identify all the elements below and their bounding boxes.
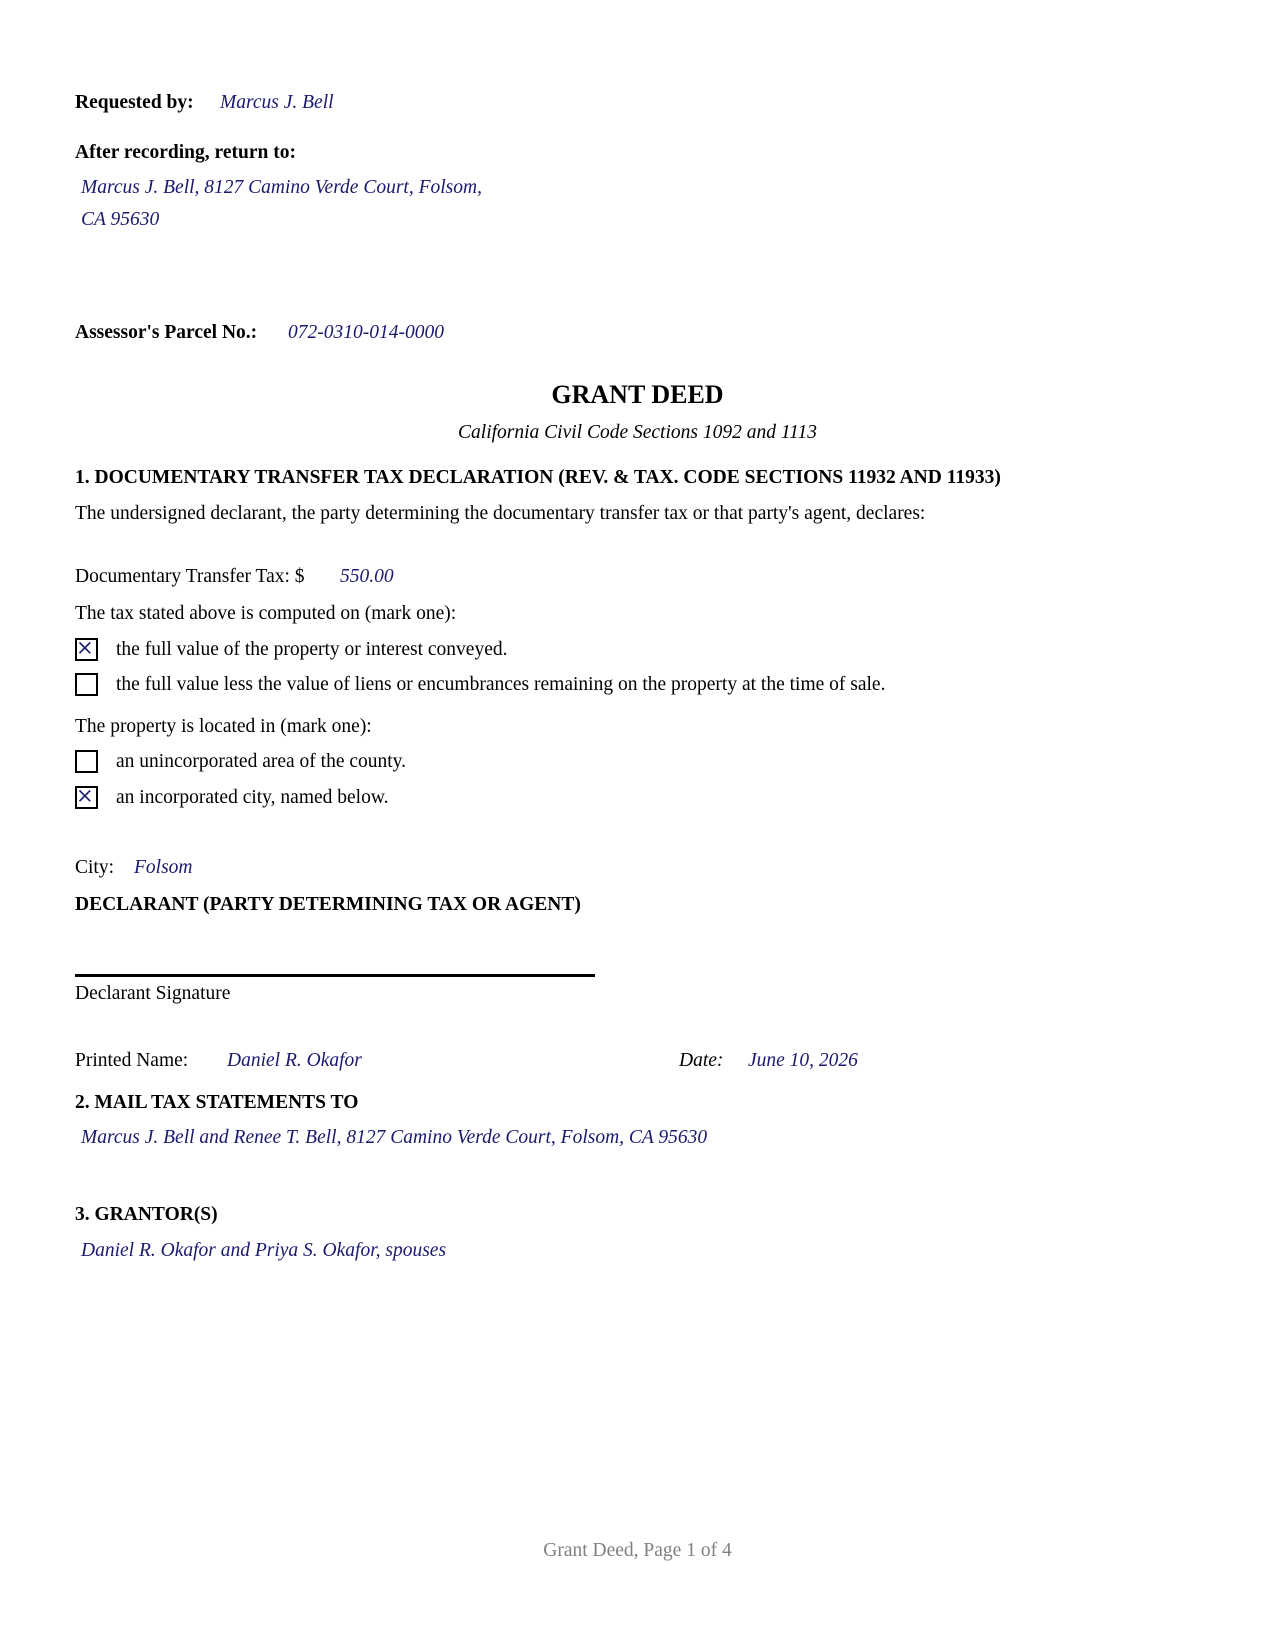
requested-by-value: Marcus J. Bell (220, 92, 334, 113)
signature-label: Declarant Signature (75, 983, 231, 1004)
location-incorporated-checkbox[interactable] (75, 786, 98, 809)
page-footer: Grant Deed, Page 1 of 4 (543, 1540, 732, 1561)
printed-name-value: Daniel R. Okafor (227, 1050, 362, 1071)
signature-line (75, 974, 595, 977)
document-title: GRANT DEED (551, 380, 724, 409)
return-to-address-line1: Marcus J. Bell, 8127 Camino Verde Court, Folsom, (81, 177, 482, 198)
apn-label: Assessor's Parcel No.: (75, 322, 258, 343)
city-value: Folsom (134, 857, 193, 878)
city-label: City: (75, 857, 115, 878)
apn-value: 072-0310-014-0000 (288, 322, 444, 343)
section1-intro: The undersigned declarant, the party determining the documentary transfer tax or that party's agent, declares: (75, 503, 926, 524)
computed-less-liens-checkbox[interactable] (75, 673, 98, 696)
location-unincorporated-checkbox[interactable] (75, 750, 98, 773)
check-x-icon (77, 788, 96, 807)
return-to-label: After recording, return to: (75, 142, 296, 163)
section1-heading: 1. DOCUMENTARY TRANSFER TAX DECLARATION (REV. & TAX. CODE SECTIONS 11932 AND 11933) (75, 467, 1001, 488)
section2-heading: 2. MAIL TAX STATEMENTS TO (75, 1092, 359, 1113)
requested-by-label: Requested by: (75, 92, 194, 113)
transfer-tax-value: 550.00 (340, 566, 394, 587)
check-x-icon (77, 640, 96, 659)
document-subtitle: California Civil Code Sections 1092 and 1113 (458, 422, 817, 443)
computed-full-value-checkbox[interactable] (75, 638, 98, 661)
date-value: June 10, 2026 (748, 1050, 858, 1071)
computed-less-liens-label: the full value less the value of liens or encumbrances remaining on the property at the time of sale. (116, 674, 886, 695)
location-label: The property is located in (mark one): (75, 716, 372, 737)
grantors-value: Daniel R. Okafor and Priya S. Okafor, spouses (81, 1240, 447, 1261)
date-label: Date: (679, 1050, 724, 1071)
mail-tax-statements-value: Marcus J. Bell and Renee T. Bell, 8127 Camino Verde Court, Folsom, CA 95630 (81, 1127, 708, 1148)
printed-name-label: Printed Name: (75, 1050, 189, 1071)
return-to-address-line2: CA 95630 (81, 209, 160, 230)
computed-on-label: The tax stated above is computed on (mark one): (75, 603, 457, 624)
computed-full-value-label: the full value of the property or interest conveyed. (116, 639, 508, 660)
location-unincorporated-label: an unincorporated area of the county. (116, 751, 407, 772)
transfer-tax-label: Documentary Transfer Tax: $ (75, 566, 305, 587)
declarant-heading: DECLARANT (PARTY DETERMINING TAX OR AGENT) (75, 894, 581, 915)
section3-heading: 3. GRANTOR(S) (75, 1204, 218, 1225)
location-incorporated-label: an incorporated city, named below. (116, 787, 389, 808)
